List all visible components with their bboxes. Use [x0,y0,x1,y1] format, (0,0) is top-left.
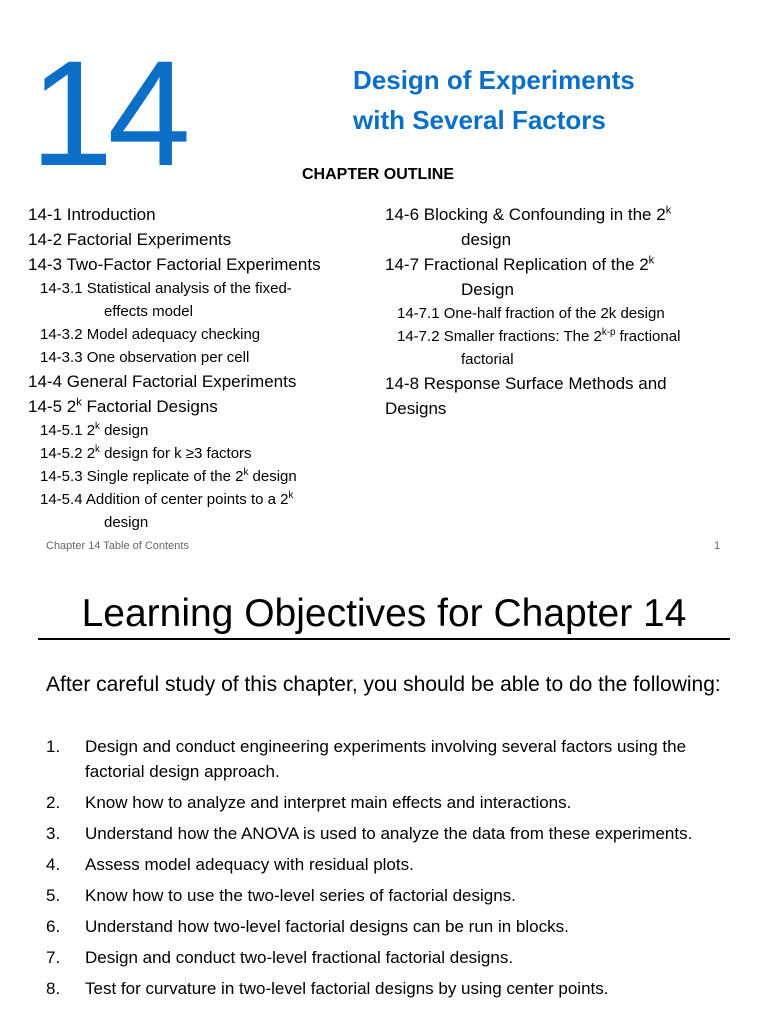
objective-text: Understand how the ANOVA is used to analyze the data from these experiments. [85,824,693,843]
outline-left-column [28,202,321,534]
objective-item [46,976,746,1001]
outline-item: 14-7 Fractional Replication of the 2$^k$ [385,254,655,274]
objective-text: Design and conduct two-level fractional factorial designs. [85,948,514,967]
objective-item [46,914,746,939]
outline-subitem: 14-7.2 Smaller fractions: The 2$^{k-p}$ fractional [397,327,681,345]
chapter-title-line2: with Several Factors [353,105,606,135]
objective-item [46,945,746,970]
outline-subitem-cont: factorial [461,351,514,368]
outline-subitem: 14-7.1 One-half fraction of the 2k design [397,305,665,322]
objective-number: 5. [46,886,61,905]
outline-item: 14-8 Response Surface Methods and [385,374,667,393]
objective-text: Assess model adequacy with residual plots. [85,855,414,874]
outline-item: 14-3 Two-Factor Factorial Experiments [28,255,321,274]
chapter-number: 14 [30,29,185,197]
objective-item [46,852,746,877]
page-number: 1 [714,540,721,552]
objective-number: 4. [46,855,61,874]
objective-number: 2. [46,793,61,812]
outline-subitem: 14-3.1 Statistical analysis of the fixed- [40,280,292,297]
objective-text: Test for curvature in two-level factorial designs by using center points. [85,979,609,998]
title-divider [38,638,730,640]
objective-text: Know how to analyze and interpret main effects and interactions. [85,793,572,812]
chapter-title [353,60,635,140]
outline-item-cont: Designs [385,399,447,418]
objective-number: 1. [46,737,61,756]
outline-item: 14-6 Blocking & Confounding in the 2$^k$ [385,204,672,224]
outline-subitem: 14-5.2 2$^k$ design for k ≥3 factors [40,444,252,462]
slide-footer: Chapter 14 Table of Contents [46,540,189,552]
outline-subitem: 14-5.4 Addition of center points to a 2$^k$ [40,490,294,508]
objectives-list [46,734,746,1007]
objective-number: 7. [46,948,61,967]
outline-subitem: 14-3.2 Model adequacy checking [40,326,261,343]
outline-item: 14-2 Factorial Experiments [28,230,232,249]
outline-subitem: 14-3.3 One observation per cell [40,349,250,366]
outline-subitem: 14-5.1 2$^k$ design [40,421,149,439]
objective-text: Understand how two-level factorial designs can be run in blocks. [85,917,569,936]
objective-item [46,734,746,784]
objective-text: Design and conduct engineering experiments involving several factors using the factorial design approach. [85,737,687,781]
outline-item-cont: design [461,230,512,249]
objectives-intro: After careful study of this chapter, you should be able to do the following: [46,673,721,696]
outline-item: 14-5 2$^k$ Factorial Designs [28,396,218,416]
objective-number: 8. [46,979,61,998]
objective-item [46,821,746,846]
outline-item: 14-1 Introduction [28,205,156,224]
objective-number: 3. [46,824,61,843]
objective-text: Know how to use the two-level series of factorial designs. [85,886,516,905]
outline-heading: CHAPTER OUTLINE [302,166,454,183]
objective-item [46,883,746,908]
chapter-title-line1: Design of Experiments [353,65,635,95]
objective-number: 6. [46,917,61,936]
outline-item-cont: Design [461,280,514,299]
objectives-title: Learning Objectives for Chapter 14 [81,592,687,635]
outline-item: 14-4 General Factorial Experiments [28,372,297,391]
outline-subitem-cont: effects model [104,303,193,320]
outline-right-column [385,202,680,421]
objective-item [46,790,746,815]
outline-subitem-cont: design [104,514,149,531]
outline-subitem: 14-5.3 Single replicate of the 2$^k$ design [40,467,297,485]
